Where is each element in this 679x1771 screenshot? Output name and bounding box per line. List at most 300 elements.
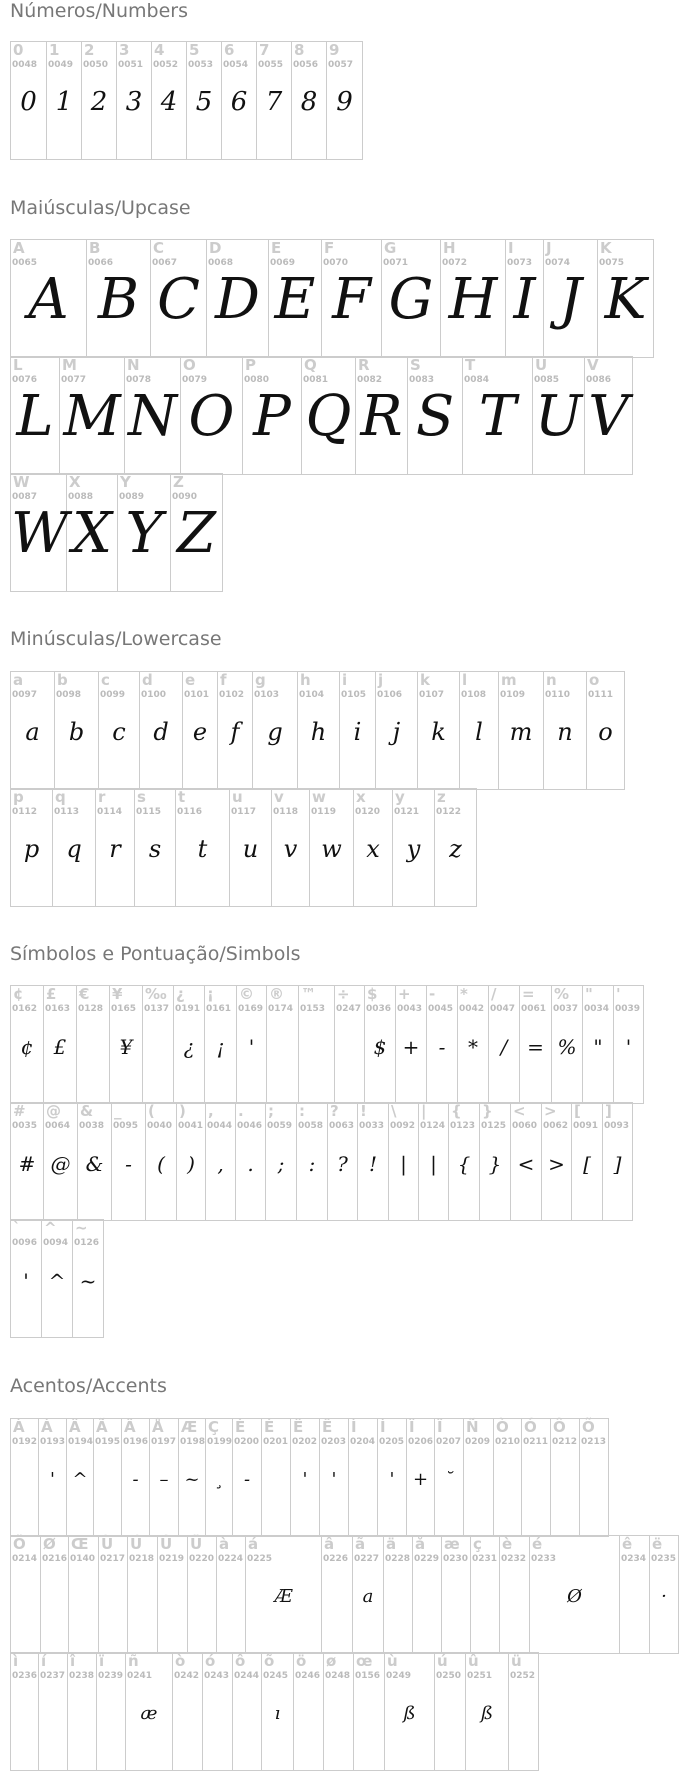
glyph-sample: *: [468, 1035, 478, 1059]
glyph-sample: P: [253, 384, 291, 449]
glyph-cell: [203, 1653, 233, 1770]
glyph-char-label: X: [69, 473, 81, 491]
glyph-code-label: 0118: [273, 807, 299, 817]
glyph-sample: g: [267, 718, 283, 746]
glyph-char-label: g: [255, 671, 266, 689]
glyph-code-label: 0104: [299, 690, 325, 700]
glyph-sample: ': [331, 1469, 337, 1490]
glyph-char-label: ^: [44, 1219, 57, 1237]
glyph-sample: q: [66, 835, 82, 863]
glyph-code-label: 0219: [159, 1554, 185, 1564]
glyph-code-label: 0210: [495, 1437, 521, 1447]
glyph-cell: [522, 1419, 551, 1536]
glyph-cell: [533, 357, 585, 474]
glyph-sample: l: [475, 718, 483, 746]
glyph-cell: [158, 1536, 188, 1653]
glyph-cell: [181, 357, 243, 474]
glyph-cell: [150, 1419, 179, 1536]
glyph-code-label: 0086: [586, 375, 612, 385]
glyph-cell: [11, 42, 47, 159]
glyph-code-label: 0201: [263, 1437, 289, 1447]
glyph-code-label: 0040: [147, 1121, 173, 1131]
glyph-char-label: w: [312, 788, 326, 806]
glyph-char-label: Ù: [101, 1535, 114, 1553]
glyph-char-label: Ê: [293, 1418, 304, 1436]
glyph-sample: 3: [125, 87, 143, 117]
glyph-char-label: ¡: [207, 985, 214, 1003]
glyph-char-label: 2: [84, 41, 95, 59]
glyph-code-label: 0090: [172, 492, 198, 502]
glyph-char-label: ü: [511, 1652, 522, 1670]
glyph-code-label: 0062: [543, 1121, 569, 1131]
glyph-code-label: 0053: [188, 60, 214, 70]
glyph-char-label: t: [178, 788, 186, 806]
glyph-code-label: 0193: [40, 1437, 66, 1447]
glyph-cell: [520, 986, 552, 1103]
glyph-cell: [500, 1536, 530, 1653]
glyph-code-label: 0196: [123, 1437, 149, 1447]
glyph-char-label: v: [274, 788, 284, 806]
glyph-sample: ·: [661, 1586, 667, 1607]
glyph-char-label: ã: [355, 1535, 366, 1553]
glyph-cell: [382, 240, 441, 357]
glyph-cell: [542, 1103, 572, 1220]
glyph-sample: V: [588, 384, 629, 449]
glyph-code-label: 0071: [383, 258, 409, 268]
glyph-char-label: H: [443, 239, 456, 257]
glyph-char-label: ò: [175, 1652, 186, 1670]
glyph-sample: m: [509, 718, 533, 746]
glyph-code-label: 0068: [208, 258, 234, 268]
glyph-char-label: 0: [13, 41, 24, 59]
glyph-cell: [236, 1103, 266, 1220]
glyph-code-label: 0163: [45, 1004, 71, 1014]
glyph-code-label: 0169: [238, 1004, 264, 1014]
glyph-sample: R: [360, 384, 403, 449]
glyph-cell: [435, 789, 477, 906]
glyph-sample: n: [557, 718, 573, 746]
glyph-code-label: 0249: [386, 1671, 412, 1681]
glyph-cell: [82, 42, 117, 159]
glyph-cell: [68, 1653, 97, 1770]
glyph-cell: [442, 1536, 471, 1653]
glyph-code-label: 0229: [414, 1554, 440, 1564]
glyph-code-label: 0226: [323, 1554, 349, 1564]
glyph-code-label: 0037: [553, 1004, 579, 1014]
glyph-char-label: É: [264, 1418, 275, 1436]
glyph-code-label: 0055: [258, 60, 284, 70]
glyph-cell: [349, 1419, 378, 1536]
glyph-code-label: 0220: [189, 1554, 215, 1564]
glyph-cell: [217, 1536, 246, 1653]
glyph-cell: [253, 672, 298, 789]
glyph-sample: B: [97, 267, 140, 332]
glyph-cell: [11, 1419, 39, 1536]
glyph-sample: 4: [160, 87, 178, 117]
glyph-code-label: 0072: [442, 258, 468, 268]
glyph-cell: [435, 1653, 466, 1770]
glyph-char-label: ú: [437, 1652, 448, 1670]
glyph-char-label: q: [55, 788, 66, 806]
glyph-char-label: 6: [224, 41, 235, 59]
glyph-cell: [396, 986, 427, 1103]
glyph-char-label: á: [248, 1535, 259, 1553]
glyph-sample: ?: [337, 1152, 348, 1176]
glyph-sample: ¿: [183, 1035, 195, 1059]
glyph-code-label: 0038: [79, 1121, 105, 1131]
glyph-cell: [39, 1419, 67, 1536]
glyph-cell: [267, 986, 299, 1103]
glyph-sample: ß: [403, 1703, 416, 1724]
glyph-sample: v: [283, 835, 298, 863]
glyph-char-label: û: [468, 1652, 479, 1670]
glyph-char-label: Ï: [437, 1418, 443, 1436]
glyph-char-label: ¢: [13, 985, 24, 1003]
glyph-code-label: 0191: [175, 1004, 201, 1014]
glyph-sample: &: [85, 1152, 104, 1176]
glyph-sample: #: [18, 1152, 36, 1176]
glyph-code-label: 0242: [174, 1671, 200, 1681]
glyph-code-label: 0102: [219, 690, 245, 700]
section-title-upcase: Maiúsculas/Upcase: [10, 197, 191, 219]
glyph-char-label: !: [360, 1102, 367, 1120]
glyph-char-label: e: [185, 671, 196, 689]
glyph-code-label: 0107: [419, 690, 445, 700]
glyph-code-label: 0213: [581, 1437, 607, 1447]
glyph-code-label: 0094: [43, 1238, 69, 1248]
glyph-code-label: 0039: [615, 1004, 641, 1014]
glyph-cell: [246, 1536, 322, 1653]
glyph-code-label: 0248: [325, 1671, 351, 1681]
glyph-code-label: 0099: [100, 690, 126, 700]
glyph-sample: ı: [274, 1703, 281, 1724]
glyph-code-label: 0108: [461, 690, 487, 700]
glyph-sample: ¸: [214, 1469, 224, 1490]
glyph-cell: [118, 474, 171, 591]
glyph-cell: [580, 1419, 609, 1536]
glyph-sample: u: [242, 835, 259, 863]
glyph-code-label: 0121: [394, 807, 420, 817]
glyph-sample: ,: [217, 1152, 224, 1176]
glyph-char-label: Û: [160, 1535, 173, 1553]
glyph-char-label: *: [460, 985, 468, 1003]
glyph-cell: [69, 1536, 99, 1653]
glyph-char-label: <: [513, 1102, 526, 1120]
glyph-code-label: 0110: [545, 690, 571, 700]
glyph-code-label: 0120: [355, 807, 381, 817]
glyph-cell: [187, 42, 222, 159]
glyph-char-label: ): [179, 1102, 186, 1120]
glyph-char-label: ä: [386, 1535, 397, 1553]
glyph-char-label: Ë: [322, 1418, 333, 1436]
glyph-cell: [11, 672, 55, 789]
glyph-cell: [449, 1103, 480, 1220]
glyph-cell: [299, 986, 335, 1103]
glyph-code-label: 0051: [118, 60, 144, 70]
glyph-char-label: -: [429, 985, 436, 1003]
glyph-code-label: 0218: [129, 1554, 155, 1564]
glyph-cell: [77, 986, 110, 1103]
glyph-sample: 5: [195, 87, 213, 117]
glyph-sample: i: [353, 718, 362, 746]
glyph-char-label: p: [13, 788, 24, 806]
glyph-cell: [418, 672, 460, 789]
glyph-code-label: 0234: [621, 1554, 647, 1564]
glyph-char-label: ?: [330, 1102, 339, 1120]
glyph-cell: [544, 672, 587, 789]
glyph-char-label: æ: [444, 1535, 460, 1553]
glyph-cell: [294, 1653, 324, 1770]
glyph-cell: [389, 1103, 419, 1220]
glyph-cell: [587, 672, 625, 789]
glyph-cell: [110, 986, 143, 1103]
glyph-char-label: I: [508, 239, 514, 257]
glyph-code-label: 0066: [88, 258, 114, 268]
glyph-code-label: 0117: [231, 807, 257, 817]
glyph-code-label: 0111: [588, 690, 614, 700]
glyph-cell: [310, 789, 354, 906]
glyph-sample: ^: [72, 1469, 88, 1490]
glyph-sample: e: [192, 718, 208, 746]
glyph-cell: [511, 1103, 542, 1220]
glyph-cell: [44, 1103, 78, 1220]
glyph-char-label: à: [219, 1535, 230, 1553]
glyph-cell: [41, 1536, 69, 1653]
glyph-code-label: 0057: [328, 60, 354, 70]
glyph-code-label: 0078: [126, 375, 152, 385]
glyph-char-label: ': [616, 985, 621, 1003]
glyph-code-label: 0034: [584, 1004, 610, 1014]
glyph-char-label: ÷: [337, 985, 350, 1003]
glyph-code-label: 0044: [207, 1121, 233, 1131]
glyph-sample: ¢: [20, 1035, 34, 1059]
glyph-cell: [466, 1653, 509, 1770]
glyph-code-label: 0236: [12, 1671, 38, 1681]
upcase-row-1: [10, 239, 654, 358]
glyph-cell: [464, 1419, 494, 1536]
glyph-sample: ß: [480, 1703, 494, 1724]
glyph-char-label: x: [356, 788, 366, 806]
glyph-char-label: n: [546, 671, 557, 689]
glyph-code-label: 0075: [599, 258, 625, 268]
glyph-cell: [413, 1536, 442, 1653]
glyph-code-label: 0082: [357, 375, 383, 385]
glyph-sample: 7: [265, 87, 283, 117]
glyph-cell: [393, 789, 435, 906]
glyph-code-label: 0085: [534, 375, 560, 385]
glyph-code-label: 0194: [68, 1437, 94, 1447]
glyph-char-label: >: [544, 1102, 557, 1120]
glyph-char-label: G: [384, 239, 397, 257]
glyph-cell: [324, 1653, 354, 1770]
glyph-code-label: 0100: [141, 690, 167, 700]
glyph-code-label: 0049: [48, 60, 74, 70]
glyph-sample: z: [449, 835, 462, 863]
glyph-cell: [378, 1419, 407, 1536]
glyph-code-label: 0067: [152, 258, 178, 268]
glyph-sample: £: [53, 1035, 67, 1059]
glyph-char-label: Í: [380, 1418, 386, 1436]
glyph-char-label: Â: [69, 1418, 81, 1436]
glyph-code-label: 0059: [267, 1121, 293, 1131]
glyph-code-label: 0047: [490, 1004, 516, 1014]
glyph-sample: N: [128, 384, 177, 449]
glyph-char-label: T: [465, 356, 476, 374]
glyph-code-label: 0106: [377, 690, 403, 700]
glyph-cell: [39, 1653, 68, 1770]
glyph-sample: D: [215, 267, 260, 332]
glyph-sample: -: [243, 1469, 251, 1490]
glyph-sample: ~: [79, 1269, 97, 1293]
glyph-sample: %: [557, 1035, 577, 1059]
glyph-char-label: P: [245, 356, 256, 374]
glyph-cell: [384, 1536, 413, 1653]
glyph-code-label: 0048: [12, 60, 38, 70]
glyph-sample: ': [248, 1035, 255, 1059]
glyph-cell: [353, 1536, 384, 1653]
glyph-cell: [67, 474, 118, 591]
glyph-cell: [243, 357, 302, 474]
glyph-char-label: À: [13, 1418, 25, 1436]
glyph-char-label: _: [114, 1102, 122, 1120]
glyph-char-label: A: [13, 239, 25, 257]
glyph-sample: W: [11, 501, 69, 566]
glyph-cell: [544, 240, 598, 357]
glyph-sample: -: [438, 1035, 446, 1059]
glyph-code-label: 0156: [355, 1671, 381, 1681]
glyph-char-label: Õ: [582, 1418, 595, 1436]
glyph-code-label: 0114: [97, 807, 123, 817]
glyph-code-label: 0091: [573, 1121, 599, 1131]
glyph-code-label: 0125: [481, 1121, 507, 1131]
glyph-char-label: ñ: [128, 1652, 139, 1670]
glyph-sample: A: [28, 267, 69, 332]
glyph-cell: [222, 42, 257, 159]
glyph-char-label: C: [153, 239, 165, 257]
glyph-sample: K: [604, 267, 647, 332]
glyph-sample: -: [125, 1152, 132, 1176]
glyph-sample: |: [430, 1152, 437, 1176]
glyph-code-label: 0116: [177, 807, 203, 817]
glyph-sample: <: [517, 1152, 535, 1176]
glyph-code-label: 0243: [204, 1671, 230, 1681]
glyph-code-label: 0064: [45, 1121, 71, 1131]
glyph-char-label: è: [502, 1535, 513, 1553]
glyph-code-label: 0081: [303, 375, 329, 385]
glyph-code-label: 0098: [56, 690, 82, 700]
glyph-code-label: 0058: [298, 1121, 324, 1131]
glyph-sample: H: [448, 267, 498, 332]
glyph-cell: [262, 1653, 294, 1770]
glyph-code-label: 0087: [12, 492, 38, 502]
glyph-sample: h: [310, 718, 327, 746]
glyph-sample: ": [593, 1035, 603, 1059]
glyph-cell: [460, 672, 499, 789]
glyph-char-label: S: [410, 356, 421, 374]
glyph-code-label: 0063: [329, 1121, 355, 1131]
glyph-char-label: E: [271, 239, 282, 257]
glyph-cell: [188, 1536, 217, 1653]
glyph-cell: [266, 1103, 297, 1220]
glyph-char-label: %: [554, 985, 570, 1003]
glyph-code-label: 0046: [237, 1121, 263, 1131]
glyph-char-label: 8: [294, 41, 305, 59]
glyph-char-label: [: [574, 1102, 581, 1120]
glyph-sample: ': [50, 1469, 55, 1490]
glyph-cell: [340, 672, 376, 789]
glyph-code-label: 0050: [83, 60, 109, 70]
glyph-char-label: V: [587, 356, 599, 374]
glyph-char-label: Á: [41, 1418, 53, 1436]
glyph-char-label: J: [546, 239, 552, 257]
glyph-cell: [96, 789, 135, 906]
glyph-char-label: ]: [605, 1102, 612, 1120]
glyph-cell: [298, 672, 340, 789]
glyph-cell: [572, 1103, 603, 1220]
glyph-sample: a: [362, 1586, 374, 1607]
glyph-code-label: 0244: [234, 1671, 260, 1681]
glyph-code-label: 0174: [268, 1004, 294, 1014]
glyph-code-label: 0225: [247, 1554, 273, 1564]
glyph-cell: [11, 986, 44, 1103]
glyph-code-label: 0060: [512, 1121, 538, 1131]
glyph-char-label: Ó: [524, 1418, 537, 1436]
glyph-cell: [358, 1103, 389, 1220]
glyph-code-label: 0246: [295, 1671, 321, 1681]
glyph-cell: [60, 357, 125, 474]
glyph-code-label: 0205: [379, 1437, 405, 1447]
glyph-char-label: D: [209, 239, 222, 257]
glyph-char-label: u: [232, 788, 243, 806]
glyph-code-label: 0239: [98, 1671, 124, 1681]
glyph-sample: X: [72, 501, 112, 566]
glyph-char-label: 3: [119, 41, 130, 59]
glyph-cell: [73, 1220, 104, 1337]
glyph-sample: Ø: [567, 1586, 582, 1607]
glyph-char-label: ¿: [176, 985, 185, 1003]
glyph-code-label: 0112: [12, 807, 38, 817]
glyph-char-label: Ã: [96, 1418, 108, 1436]
glyph-char-label: ù: [387, 1652, 398, 1670]
lowercase-row-2: [10, 788, 477, 907]
glyph-sample: M: [63, 384, 121, 449]
glyph-char-label: ™: [301, 985, 316, 1003]
glyph-code-label: 0076: [12, 375, 38, 385]
glyph-cell: [143, 986, 174, 1103]
glyph-code-label: 0033: [359, 1121, 385, 1131]
glyph-char-label: Y: [120, 473, 131, 491]
glyph-cell: [183, 672, 218, 789]
glyph-code-label: 0115: [136, 807, 162, 817]
accents-row-2: [10, 1535, 679, 1654]
glyph-code-label: 0203: [321, 1437, 347, 1447]
glyph-code-label: 0161: [206, 1004, 232, 1014]
glyph-code-label: 0056: [293, 60, 319, 70]
glyph-code-label: 0251: [467, 1671, 493, 1681]
glyph-code-label: 0137: [144, 1004, 170, 1014]
glyph-cell: [42, 1220, 73, 1337]
glyph-char-label: Ü: [190, 1535, 203, 1553]
glyph-sample: G: [388, 267, 434, 332]
glyph-char-label: Z: [173, 473, 184, 491]
glyph-cell: [650, 1536, 679, 1653]
glyph-cell: [297, 1103, 328, 1220]
glyph-sample: C: [157, 267, 200, 332]
glyph-cell: [322, 1536, 353, 1653]
upcase-row-3: [10, 473, 223, 592]
glyph-cell: [291, 1419, 320, 1536]
glyph-code-label: 0211: [523, 1437, 549, 1447]
